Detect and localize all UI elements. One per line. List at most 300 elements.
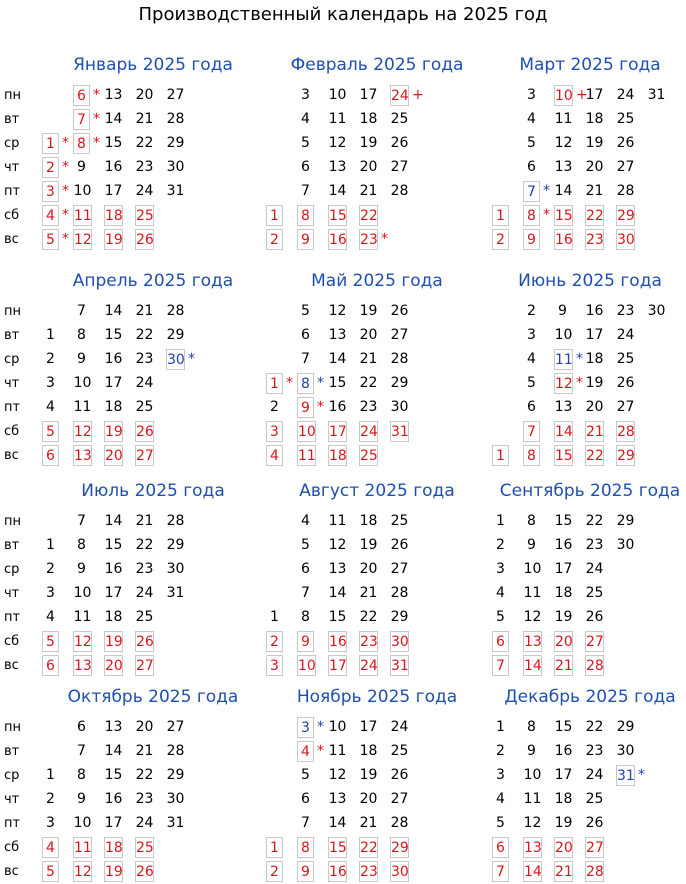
day-cell — [266, 229, 283, 250]
day-cell — [616, 421, 635, 442]
day-cell — [328, 349, 347, 370]
day-number: 10 — [555, 88, 573, 104]
day-cell — [297, 229, 314, 250]
day-number: 6 — [77, 719, 86, 735]
day-cell — [616, 301, 635, 322]
day-cell — [135, 559, 154, 580]
day-cell — [328, 181, 347, 202]
day-cell — [42, 837, 59, 858]
day-number: 13 — [328, 327, 347, 343]
holiday-mark: * — [317, 399, 324, 415]
day-number: 14 — [328, 183, 347, 199]
day-number: 21 — [585, 183, 604, 199]
day-number: 29 — [391, 840, 409, 856]
day-number: 23 — [585, 537, 604, 553]
day-number: 5 — [496, 815, 505, 831]
day-number: 13 — [554, 399, 573, 415]
day-number: 14 — [104, 303, 123, 319]
day-number: 13 — [74, 448, 92, 464]
day-cell — [328, 445, 347, 466]
day-cell — [104, 511, 123, 532]
day-cell — [297, 717, 324, 738]
day-cell — [359, 837, 378, 858]
day-cell — [104, 397, 123, 418]
day-cell — [585, 229, 604, 250]
day-cell — [73, 789, 90, 810]
day-cell — [359, 349, 378, 370]
day-number: 9 — [301, 634, 310, 650]
weekday-label: пн — [4, 720, 21, 735]
day-cell — [390, 765, 409, 786]
day-cell — [297, 631, 314, 652]
day-number: 30 — [647, 303, 666, 319]
day-number: 25 — [585, 585, 604, 601]
day-cell — [297, 861, 314, 882]
day-cell — [523, 229, 540, 250]
day-number: 22 — [360, 840, 378, 856]
day-number: 18 — [359, 743, 378, 759]
day-cell — [359, 301, 378, 322]
day-cell — [166, 559, 185, 580]
weekday-label: вт — [4, 538, 20, 553]
day-cell — [616, 765, 645, 786]
day-number: 2 — [270, 232, 279, 248]
day-cell — [390, 157, 409, 178]
day-cell — [135, 109, 154, 130]
weekday-label: пн — [4, 514, 21, 529]
day-cell — [492, 229, 509, 250]
day-number: 5 — [527, 375, 536, 391]
day-number: 12 — [328, 767, 347, 783]
day-number: 30 — [616, 537, 635, 553]
day-number: 6 — [77, 88, 86, 104]
weekday-label: ср — [4, 768, 20, 783]
day-cell — [73, 511, 90, 532]
day-cell — [585, 765, 604, 786]
day-cell — [585, 655, 604, 676]
day-cell — [135, 205, 154, 226]
day-number: 19 — [105, 864, 123, 880]
day-cell — [73, 813, 92, 834]
holiday-mark: * — [576, 351, 583, 367]
day-number: 2 — [270, 399, 279, 415]
day-cell — [297, 397, 324, 418]
month-title: Ноябрь 2025 года — [296, 687, 458, 707]
day-cell — [297, 157, 314, 178]
day-cell — [523, 445, 540, 466]
day-number: 18 — [104, 399, 123, 415]
day-number: 6 — [301, 159, 310, 175]
day-number: 1 — [46, 767, 55, 783]
month-title: Июнь 2025 года — [518, 271, 662, 291]
day-cell — [492, 607, 509, 628]
weekday-label: чт — [4, 586, 20, 601]
day-cell — [492, 583, 509, 604]
day-number: 17 — [554, 561, 573, 577]
day-number: 7 — [77, 303, 86, 319]
day-number: 21 — [586, 424, 604, 440]
day-cell — [554, 607, 573, 628]
day-number: 12 — [74, 232, 92, 248]
day-number: 6 — [301, 561, 310, 577]
day-cell — [73, 607, 92, 628]
day-number: 24 — [360, 424, 378, 440]
day-cell — [523, 133, 540, 154]
day-cell — [104, 181, 123, 202]
day-number: 13 — [328, 159, 347, 175]
day-cell — [166, 813, 185, 834]
day-number: 2 — [46, 791, 55, 807]
day-cell — [492, 765, 509, 786]
day-number: 16 — [104, 791, 123, 807]
day-number: 18 — [104, 609, 123, 625]
day-cell — [585, 813, 604, 834]
holiday-mark: * — [93, 87, 100, 103]
day-cell — [554, 583, 573, 604]
day-number: 4 — [496, 791, 505, 807]
day-cell — [359, 445, 378, 466]
day-number: 23 — [135, 561, 154, 577]
day-number: 27 — [136, 658, 154, 674]
day-number: 17 — [359, 87, 378, 103]
weekday-label: ср — [4, 136, 20, 151]
day-number: 26 — [616, 375, 635, 391]
day-cell — [523, 861, 542, 882]
day-number: 11 — [73, 609, 92, 625]
day-number: 30 — [616, 743, 635, 759]
day-cell — [135, 373, 154, 394]
day-number: 10 — [73, 815, 92, 831]
day-number: 15 — [329, 840, 347, 856]
day-number: 17 — [104, 815, 123, 831]
day-number: 29 — [166, 537, 185, 553]
day-number: 22 — [586, 448, 604, 464]
weekday-label: пт — [4, 184, 21, 199]
day-number: 7 — [77, 743, 86, 759]
day-number: 28 — [166, 303, 185, 319]
day-number: 27 — [166, 87, 185, 103]
day-number: 1 — [46, 136, 55, 152]
day-cell — [616, 157, 635, 178]
day-cell — [73, 157, 90, 178]
day-cell — [585, 325, 604, 346]
day-cell — [328, 373, 347, 394]
weekday-label: чт — [4, 792, 20, 807]
day-number: 23 — [135, 159, 154, 175]
day-cell — [328, 717, 347, 738]
day-cell — [585, 559, 604, 580]
day-cell — [73, 559, 90, 580]
day-number: 17 — [329, 424, 347, 440]
day-number: 13 — [524, 634, 542, 650]
day-number: 1 — [496, 208, 505, 224]
weekday-label: чт — [4, 160, 20, 175]
holiday-mark: * — [317, 375, 324, 391]
day-cell — [554, 445, 573, 466]
day-cell — [585, 511, 604, 532]
day-number: 24 — [585, 561, 604, 577]
day-cell — [266, 631, 283, 652]
day-cell — [42, 813, 59, 834]
day-cell — [585, 181, 604, 202]
day-number: 31 — [166, 815, 185, 831]
day-cell — [104, 861, 123, 882]
day-cell — [390, 181, 409, 202]
day-number: 17 — [359, 719, 378, 735]
day-number: 5 — [496, 609, 505, 625]
day-number: 12 — [328, 537, 347, 553]
day-cell — [135, 861, 154, 882]
day-number: 20 — [555, 634, 573, 650]
day-cell — [166, 109, 185, 130]
day-number: 21 — [135, 743, 154, 759]
day-cell — [585, 631, 604, 652]
day-cell — [42, 157, 69, 178]
day-cell — [266, 373, 293, 394]
day-cell — [359, 535, 378, 556]
day-cell — [135, 717, 154, 738]
month-block — [4, 55, 264, 252]
day-number: 30 — [617, 232, 635, 248]
day-cell — [585, 85, 604, 106]
day-cell — [523, 631, 542, 652]
day-cell — [523, 789, 542, 810]
weekday-label: вс — [4, 658, 19, 673]
day-cell — [523, 717, 540, 738]
day-number: 11 — [555, 352, 573, 368]
day-number: 14 — [524, 864, 542, 880]
day-number: 22 — [360, 208, 378, 224]
day-cell — [523, 373, 540, 394]
day-number: 1 — [496, 513, 505, 529]
day-number: 4 — [527, 111, 536, 127]
day-number: 25 — [616, 111, 635, 127]
day-cell — [359, 181, 378, 202]
day-cell — [616, 511, 635, 532]
day-number: 12 — [523, 609, 542, 625]
day-number: 18 — [554, 791, 573, 807]
day-number: 10 — [73, 585, 92, 601]
day-number: 1 — [496, 448, 505, 464]
day-cell — [523, 397, 540, 418]
day-cell — [554, 559, 573, 580]
day-number: 7 — [301, 815, 310, 831]
day-number: 5 — [301, 303, 310, 319]
day-cell — [328, 421, 347, 442]
day-cell — [73, 445, 92, 466]
day-cell — [616, 133, 635, 154]
day-cell — [104, 789, 123, 810]
day-cell — [554, 837, 573, 858]
day-cell — [616, 325, 635, 346]
transfer-mark: + — [412, 87, 424, 103]
day-cell — [73, 133, 100, 154]
day-number: 12 — [328, 135, 347, 151]
day-number: 16 — [554, 537, 573, 553]
day-number: 6 — [527, 159, 536, 175]
weekday-label: вт — [4, 112, 20, 127]
day-cell — [554, 421, 573, 442]
day-cell — [328, 229, 347, 250]
month-block — [4, 481, 264, 678]
month-block — [4, 271, 264, 468]
day-cell — [135, 583, 154, 604]
day-cell — [359, 325, 378, 346]
day-number: 9 — [527, 232, 536, 248]
day-cell — [328, 133, 347, 154]
day-number: 28 — [390, 815, 409, 831]
day-number: 11 — [523, 585, 542, 601]
day-cell — [616, 349, 635, 370]
day-number: 26 — [390, 537, 409, 553]
day-cell — [554, 717, 573, 738]
day-cell — [390, 583, 409, 604]
day-number: 26 — [136, 424, 154, 440]
day-cell — [554, 813, 573, 834]
day-number: 25 — [616, 351, 635, 367]
day-number: 5 — [46, 634, 55, 650]
day-number: 23 — [360, 232, 378, 248]
day-number: 23 — [135, 351, 154, 367]
day-cell — [42, 205, 69, 226]
day-number: 3 — [301, 87, 310, 103]
weekday-label: пт — [4, 400, 21, 415]
day-number: 6 — [527, 399, 536, 415]
day-number: 28 — [586, 658, 604, 674]
day-cell — [104, 301, 123, 322]
day-cell — [42, 373, 59, 394]
day-number: 27 — [390, 159, 409, 175]
day-number: 14 — [104, 513, 123, 529]
weekday-label: сб — [4, 208, 20, 223]
day-number: 29 — [166, 135, 185, 151]
day-number: 22 — [585, 719, 604, 735]
day-number: 11 — [554, 111, 573, 127]
day-cell — [135, 85, 154, 106]
day-number: 29 — [390, 375, 409, 391]
day-number: 17 — [554, 767, 573, 783]
day-number: 21 — [555, 658, 573, 674]
day-number: 27 — [166, 719, 185, 735]
day-cell — [328, 837, 347, 858]
day-cell — [42, 181, 69, 202]
day-cell — [42, 559, 59, 580]
day-cell — [554, 397, 573, 418]
day-number: 19 — [359, 767, 378, 783]
day-cell — [554, 325, 573, 346]
day-number: 7 — [496, 864, 505, 880]
day-number: 20 — [135, 87, 154, 103]
day-number: 23 — [585, 743, 604, 759]
day-cell — [390, 655, 409, 676]
day-cell — [104, 109, 123, 130]
day-cell — [585, 583, 604, 604]
day-cell — [585, 535, 604, 556]
day-cell — [523, 535, 540, 556]
day-cell — [42, 229, 69, 250]
day-cell — [359, 765, 378, 786]
day-cell — [523, 655, 542, 676]
day-number: 22 — [135, 537, 154, 553]
day-cell — [135, 397, 154, 418]
day-cell — [104, 445, 123, 466]
day-cell — [166, 511, 185, 532]
day-cell — [390, 837, 409, 858]
day-number: 24 — [390, 719, 409, 735]
day-number: 25 — [136, 840, 154, 856]
holiday-mark: * — [93, 111, 100, 127]
day-cell — [73, 421, 92, 442]
day-number: 18 — [105, 208, 123, 224]
weekday-label: сб — [4, 424, 20, 439]
day-cell — [297, 109, 314, 130]
day-number: 2 — [527, 303, 536, 319]
day-cell — [104, 157, 123, 178]
day-number: 25 — [135, 609, 154, 625]
day-number: 21 — [359, 183, 378, 199]
day-number: 29 — [617, 208, 635, 224]
day-cell — [297, 301, 314, 322]
day-number: 7 — [77, 112, 86, 128]
month-title: Февраль 2025 года — [290, 55, 464, 75]
day-cell — [135, 741, 154, 762]
day-cell — [585, 157, 604, 178]
day-number: 3 — [527, 87, 536, 103]
day-number: 14 — [328, 351, 347, 367]
day-cell — [523, 349, 540, 370]
day-number: 5 — [46, 864, 55, 880]
day-cell — [104, 421, 123, 442]
day-number: 3 — [270, 658, 279, 674]
day-cell — [616, 741, 635, 762]
day-number: 6 — [301, 327, 310, 343]
day-cell — [73, 181, 92, 202]
day-cell — [166, 85, 185, 106]
day-cell — [297, 205, 314, 226]
day-number: 27 — [390, 561, 409, 577]
day-number: 7 — [496, 658, 505, 674]
day-cell — [554, 789, 573, 810]
weekday-label: пн — [4, 88, 21, 103]
day-number: 3 — [270, 424, 279, 440]
day-cell — [73, 205, 92, 226]
day-number: 28 — [616, 183, 635, 199]
day-number: 15 — [104, 135, 123, 151]
day-number: 20 — [359, 327, 378, 343]
day-number: 16 — [328, 399, 347, 415]
day-cell — [359, 741, 378, 762]
day-cell — [585, 373, 604, 394]
day-number: 13 — [74, 658, 92, 674]
day-number: 27 — [136, 448, 154, 464]
day-cell — [390, 511, 409, 532]
day-number: 16 — [585, 303, 604, 319]
day-cell — [73, 349, 90, 370]
day-cell — [328, 631, 347, 652]
day-number: 20 — [359, 791, 378, 807]
day-number: 23 — [616, 303, 635, 319]
day-number: 3 — [527, 327, 536, 343]
day-cell — [104, 535, 123, 556]
weekday-label: чт — [4, 376, 20, 391]
day-cell — [328, 397, 347, 418]
day-cell — [647, 301, 666, 322]
day-cell — [492, 741, 509, 762]
day-cell — [73, 765, 90, 786]
day-cell — [390, 133, 409, 154]
day-number: 9 — [301, 400, 310, 416]
day-number: 10 — [73, 375, 92, 391]
